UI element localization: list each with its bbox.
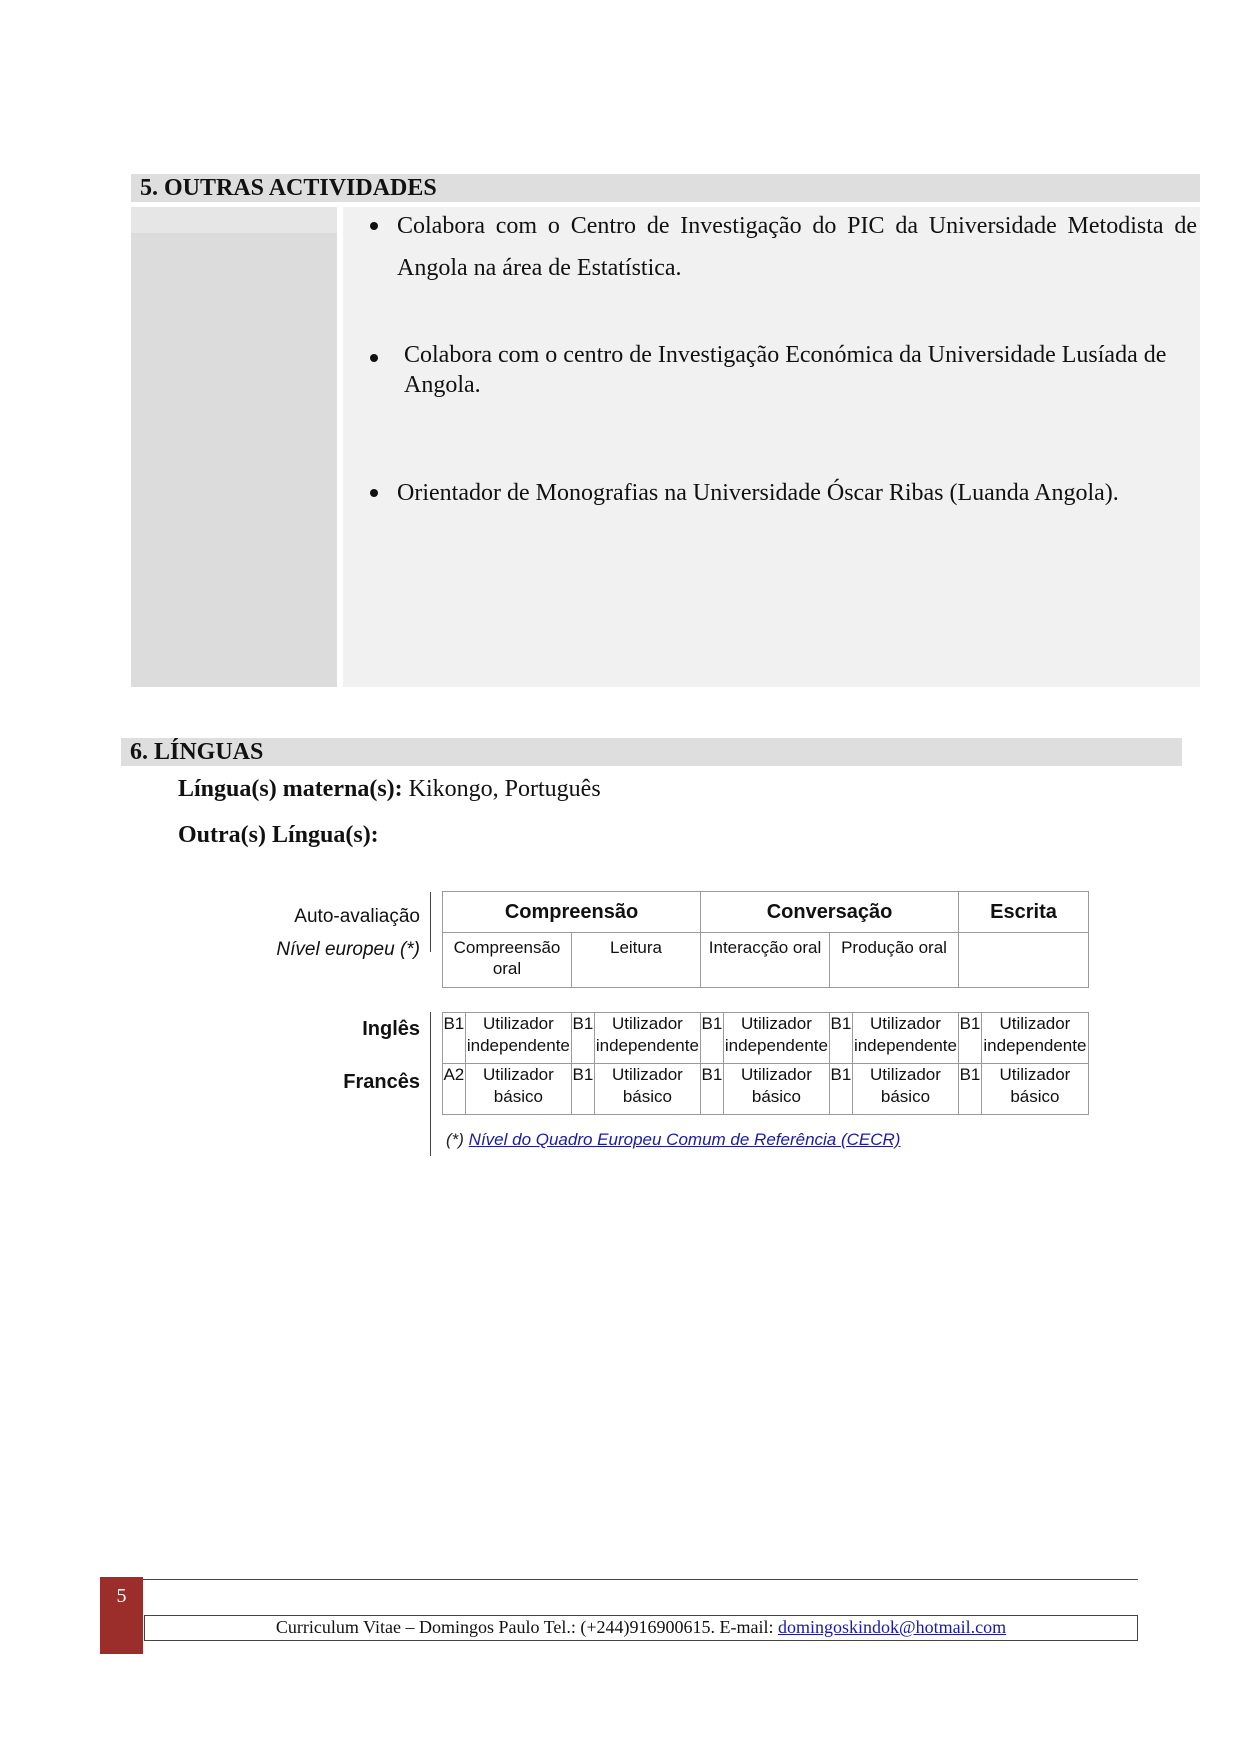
- section-5-title: 5. OUTRAS ACTIVIDADES: [140, 175, 437, 201]
- footer-rule: [141, 1579, 1138, 1580]
- level-code: A2: [443, 1064, 466, 1115]
- page-number-badge: [100, 1577, 143, 1654]
- footer-email-link[interactable]: domingoskindok@hotmail.com: [778, 1617, 1007, 1637]
- level-code: B1: [830, 1013, 853, 1064]
- level-code: B1: [830, 1064, 853, 1115]
- section-5-left-column: [131, 207, 337, 687]
- level-code: B1: [959, 1013, 982, 1064]
- divider: [430, 892, 431, 952]
- level-desc: Utilizador independente: [852, 1013, 958, 1064]
- cecr-link[interactable]: Nível do Quadro Europeu Comum de Referência (CECR): [468, 1130, 901, 1149]
- language-name: Inglês: [362, 1018, 420, 1040]
- mother-tongue: [178, 776, 601, 803]
- level-desc: Utilizador básico: [594, 1064, 700, 1115]
- bullet-icon: [370, 222, 378, 230]
- level-desc: Utilizador básico: [465, 1064, 571, 1115]
- group-header: Conversação: [701, 892, 959, 933]
- level-code: B1: [572, 1064, 595, 1115]
- language-name: Francês: [343, 1071, 420, 1093]
- activity-text: Colabora com o centro de Investigação Económica da Universidade Lusíada de Angola.: [404, 342, 1167, 398]
- section-6-title: 6. LÍNGUAS: [130, 739, 264, 765]
- level-desc: Utilizador independente: [465, 1013, 571, 1064]
- level-desc: Utilizador básico: [723, 1064, 829, 1115]
- mother-tongue-label: Língua(s) materna(s):: [178, 776, 403, 802]
- mother-tongue-value: Kikongo, Português: [402, 776, 601, 802]
- level-desc: Utilizador independente: [981, 1013, 1088, 1064]
- level-desc: Utilizador independente: [594, 1013, 700, 1064]
- activity-text: Colabora com o Centro de Investigação do PIC da Universidade Metodista de Angola na área de Estatística.: [397, 213, 1197, 281]
- level-desc: Utilizador independente: [723, 1013, 829, 1064]
- group-header: Escrita: [959, 892, 1089, 933]
- language-header-table: [442, 891, 1089, 988]
- group-header: Compreensão: [443, 892, 701, 933]
- activity-text: Orientador de Monografias na Universidade Óscar Ribas (Luanda Angola).: [397, 480, 1119, 506]
- footnote-prefix: (*): [446, 1130, 469, 1149]
- level-desc: Utilizador básico: [852, 1064, 958, 1115]
- level-code: B1: [701, 1064, 724, 1115]
- table-row: [443, 1064, 1089, 1115]
- subheader: Interacção oral: [701, 933, 830, 988]
- subheader: Leitura: [572, 933, 701, 988]
- subheader: Produção oral: [830, 933, 959, 988]
- level-code: B1: [701, 1013, 724, 1064]
- level-code: B1: [572, 1013, 595, 1064]
- level-code: B1: [443, 1013, 466, 1064]
- cecr-footnote: [446, 1130, 900, 1150]
- level-desc: Utilizador básico: [981, 1064, 1088, 1115]
- other-languages-label: Outra(s) Língua(s):: [178, 822, 379, 848]
- language-level-table: [442, 1012, 1089, 1115]
- subheader: [959, 933, 1089, 988]
- section-6-header: [121, 738, 1182, 766]
- footer-contact: Curriculum Vitae – Domingos Paulo Tel.: (+244)916900615. E-mail:: [275, 1617, 778, 1637]
- level-code: B1: [959, 1064, 982, 1115]
- subheader: Compreensão oral: [443, 933, 572, 988]
- footer-text: [144, 1617, 1138, 1638]
- table-row: [443, 1013, 1089, 1064]
- bullet-icon: [370, 354, 378, 362]
- european-level-label: Nível europeu (*): [276, 939, 420, 960]
- section-5-header: [131, 174, 1200, 202]
- bullet-icon: [370, 489, 378, 497]
- page-number: 5: [116, 1585, 127, 1607]
- divider: [430, 1012, 431, 1156]
- self-assessment-label: Auto-avaliação: [294, 906, 420, 927]
- section-5-left-column-top: [131, 207, 337, 233]
